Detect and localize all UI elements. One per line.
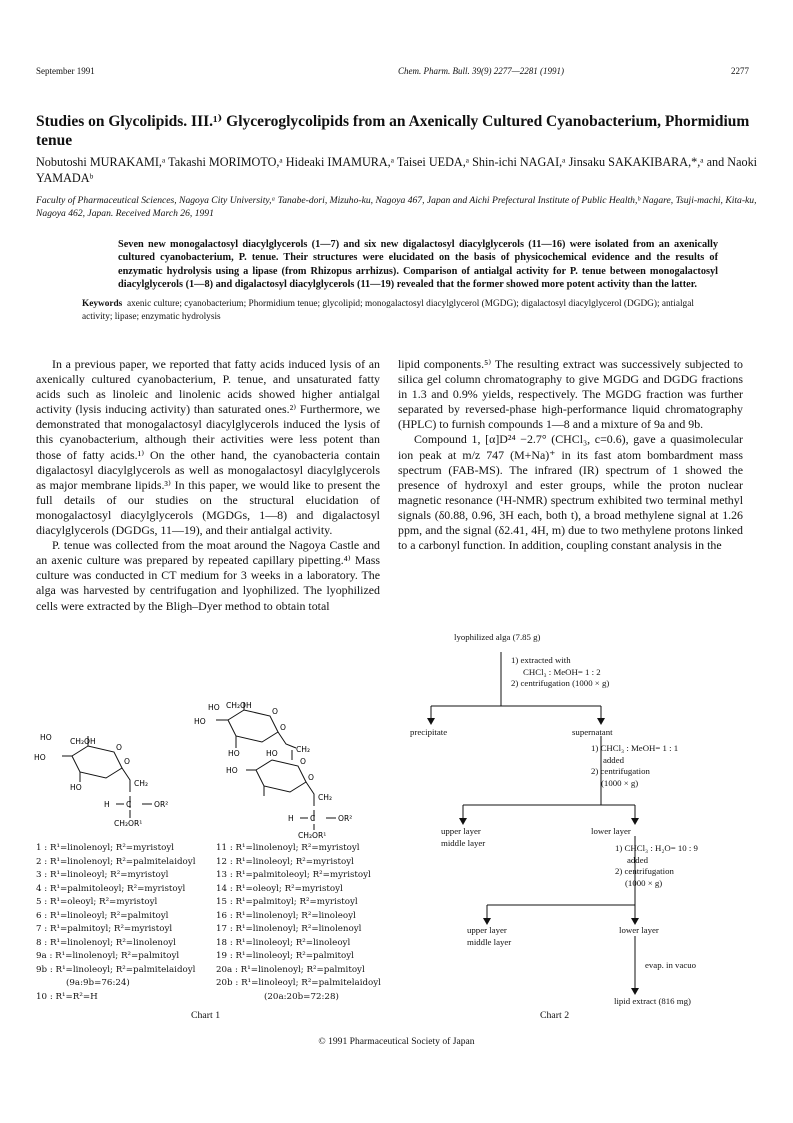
flow-text: 2) centrifugation [615, 866, 674, 876]
right-paragraph-2: Compound 1, [α]D²⁴ −2.7° (CHCl₃, c=0.6), gave a quasimolecular ion peak at m/z 747 (M+Na)⁺ in its fast atom bombardment mass spectrum (FAB-MS). The infrared (IR) spectrum of 1 showed the presence of hydroxyl and ester groups, while the proton nuclear magnetic resonance (¹H-NMR) spectrum exhibited two terminal methyl signals (δ0.88, 0.96, 3H each, both t), a broad methylene signal at 1.26 ppm, and the signal (δ2.41, 4H, m) due to two methylene protons linked to a carbonyl function. In addition, coupling constant analysis in the [398, 432, 743, 553]
list-item: 5 : R¹=oleoyl; R²=myristoyl [36, 897, 158, 907]
list-item: 17 : R¹=linolenoyl; R²=linolenoyl [216, 924, 362, 934]
flow-step2 [591, 743, 678, 789]
list-item: (9a:9b=76:24) [66, 978, 130, 988]
flow-text: middle layer [467, 936, 512, 947]
flow-start: lyophilized alga (7.85 g) [454, 632, 541, 642]
flow-precipitate: precipitate [410, 727, 448, 737]
flow-text: (1000 × g) [601, 777, 639, 788]
mono-label: HO [40, 733, 52, 742]
di-label: CH₂OR¹ [298, 831, 327, 840]
di-label: H [288, 814, 294, 823]
list-item: 3 : R¹=linoleoyl; R²=myristoyl [36, 870, 169, 880]
flow-evap: evap. in vacuo [645, 960, 697, 970]
copyright-footer: © 1991 Pharmaceutical Society of Japan [318, 1036, 475, 1047]
di-label: HO [194, 717, 206, 726]
mono-label: CH₂OR¹ [114, 819, 143, 828]
mono-label: CH₂OH [70, 737, 96, 746]
flow-upper-middle-2 [467, 925, 511, 948]
flow-text: 1) CHCl₃ : H₂O= 10 : 9 [615, 843, 698, 853]
mono-label: O [124, 757, 130, 766]
mgdg-list [36, 842, 195, 1004]
chart1-structures [30, 700, 390, 840]
mono-label: H [104, 800, 110, 809]
affiliation: Faculty of Pharmaceutical Sciences, Nagoya City University,ᵃ Tanabe-dori, Mizuho-ku, Nagoya 467, Japan and Aichi Prefectural Institute of Public Health,ᵇ Nagare, Tsuji-machi, Kita-ku, Nagoya 462, Japan. Received March 26, 1991 [36, 195, 757, 219]
list-item: 2 : R¹=linolenoyl; R²=palmitelaidoyl [36, 856, 196, 867]
flow-lower-1: lower layer [591, 826, 631, 836]
flow-text: added [603, 754, 625, 765]
flow-text: (1000 × g) [625, 877, 663, 888]
di-label: CH₂ [296, 745, 311, 754]
di-label: HO [266, 749, 278, 758]
di-label: O [300, 757, 306, 766]
keywords-label: Keywords [82, 299, 123, 309]
flow-text: added [627, 854, 649, 865]
list-item: 19 : R¹=linoleoyl; R²=palmitoyl [216, 951, 354, 961]
di-label: CH₂ [318, 793, 333, 802]
list-item: 9b : R¹=linoleoyl; R²=palmitelaidoyl [36, 964, 196, 975]
flow-text: 2) centrifugation (1000 × g) [511, 678, 610, 688]
paper-title: Studies on Glycolipids. III.¹⁾ Glyceroglycolipids from an Axenically Cultured Cyanobacterium, Phormidium tenue [36, 113, 750, 149]
mono-label: CH₂ [134, 779, 149, 788]
mono-label: C [126, 800, 132, 809]
list-item: 20a : R¹=linolenoyl; R²=palmitoyl [216, 964, 365, 975]
di-label: C [310, 814, 316, 823]
flow-step1 [511, 655, 609, 690]
list-item: 15 : R¹=palmitoyl; R²=myristoyl [216, 897, 358, 907]
flow-text: CHCl₃ : MeOH= 1 : 2 [523, 666, 601, 677]
left-paragraph-1: In a previous paper, we reported that fatty acids induced lysis of an axenically cultured cyanobacterium, P. tenue, and unsaturated fatty acids such as linoleic and linolenic acids showed higher antialgal activity (lysis inducing activity) than saturated ones.²⁾ Furthermore, we demonstrated that monogalactosyl diacylglycerols induced the lysis of this cyanobacterium, although their activities were less potent than those of fatty acids.¹⁾ On the other hand, the cyanobacteria contain digalactosyl diacylglycerols as well as monogalactosyl diacylglycerols as major membrane lipids.³⁾ In this paper, we would like to present the full details of our studies on the structural elucidation of monogalactosyl diacylglycerols (MGDGs, 1—8) and digalactosyl diacylglycerols (DGDGs, 11—19), and their antialgal activity. [36, 357, 380, 538]
left-column [36, 357, 380, 614]
list-item: 4 : R¹=palmitoleoyl; R²=myristoyl [36, 883, 186, 894]
flow-text: upper layer [467, 925, 507, 935]
list-item: 18 : R¹=linoleoyl; R²=linoleoyl [216, 937, 351, 948]
header-date: September 1991 [36, 66, 95, 76]
author-list: Nobutoshi MURAKAMI,ᵃ Takashi MORIMOTO,ᵃ Hideaki IMAMURA,ᵃ Taisei UEDA,ᵃ Shin-ichi NAGAI,ᵃ Jinsaku SAKAKIBARA,*,ᵃ and Naoki YAMADAᵇ [36, 155, 758, 185]
list-item: 10 : R¹=R²=H [36, 991, 98, 1002]
right-column [398, 357, 743, 553]
flow-text: upper layer [441, 826, 481, 836]
header-page: 2277 [731, 66, 749, 76]
mono-label: O [116, 743, 122, 752]
list-item: 8 : R¹=linolenoyl; R²=linolenoyl [36, 937, 176, 948]
di-label: OR² [338, 814, 353, 823]
flow-lower-2: lower layer [619, 925, 659, 935]
di-label: HO [226, 766, 238, 775]
list-item: 12 : R¹=linoleoyl; R²=myristoyl [216, 856, 354, 867]
list-item: 7 : R¹=palmitoyl; R²=myristoyl [36, 924, 173, 934]
di-label: O [280, 723, 286, 732]
flow-text: middle layer [441, 837, 486, 848]
list-item: 6 : R¹=linoleoyl; R²=palmitoyl [36, 910, 169, 921]
header-journal: Chem. Pharm. Bull. 39(9) 2277—2281 (1991) [398, 66, 564, 76]
abstract: Seven new monogalactosyl diacylglycerols (1—7) and six new digalactosyl diacylglycerols (11—16) were isolated from an axenically cultured cyanobacterium, P. tenue. Their structures were elucidated on the basis of physicochemical evidence and the results of enzymatic hydrolysis using a lipase (from Rhizopus arrhizus). Comparison of antialgal activity for P. tenue between monogalactosyl diacylglycerols (1—8) and digalactosyl diacylglycerols (11—19) revealed that the former showed more potent activity than the latter. [118, 239, 718, 291]
di-label: HO [208, 703, 220, 712]
list-item: 16 : R¹=linolenoyl; R²=linoleoyl [216, 910, 356, 921]
list-item: 13 : R¹=palmitoleoyl; R²=myristoyl [216, 870, 371, 880]
list-item: 9a : R¹=linolenoyl; R²=palmitoyl [36, 951, 180, 961]
chart1-caption: Chart 1 [191, 1010, 221, 1021]
mono-label: OR² [154, 800, 169, 809]
di-label: O [272, 707, 278, 716]
flow-result: lipid extract (816 mg) [614, 996, 691, 1006]
left-paragraph-2: P. tenue was collected from the moat around the Nagoya Castle and an axenic culture was prepared by repeated capillary pipetting.⁴⁾ Mass culture was conducted in CT medium for 3 weeks in a laboratory. The alga was harvested by centrifugation and lyophilized. The lyophilized cells were extracted by the Bligh–Dyer method to obtain total [36, 538, 380, 613]
di-label: CH₂OH [226, 701, 252, 710]
mono-label: HO [34, 753, 46, 762]
flow-supernatant: supernatant [572, 727, 613, 737]
flow-text: 2) centrifugation [591, 766, 650, 776]
right-paragraph-1: lipid components.⁵⁾ The resulting extract was successively subjected to silica gel column chromatography to give MGDG and DGDG fractions in 1.3 and 0.9% yields, respectively. The MGDG fraction was further separated by reversed-phase high-performance liquid chromatography (HPLC) to furnish compounds 1—8 and a mixture of 9a and 9b. [398, 357, 743, 432]
list-item: (20a:20b=72:28) [264, 991, 339, 1002]
list-item: 20b : R¹=linoleoyl; R²=palmitelaidoyl [216, 978, 381, 988]
di-label: HO [228, 749, 240, 758]
list-item: 1 : R¹=linolenoyl; R²=myristoyl [36, 843, 175, 853]
list-item: 11 : R¹=linolenoyl; R²=myristoyl [216, 843, 360, 853]
flow-text: 1) extracted with [511, 655, 571, 665]
mono-label: HO [70, 783, 82, 792]
keywords [82, 298, 718, 323]
flow-step3 [615, 843, 698, 889]
keywords-text: axenic culture; cyanobacterium; Phormidium tenue; glycolipid; monogalactosyl diacylglycerol (MGDG); digalactosyl diacylglycerol (DGDG); antialgal activity; lipase; enzymatic hydrolysis [82, 299, 694, 322]
dgdg-list [216, 842, 381, 1004]
di-label: O [308, 773, 314, 782]
list-item: 14 : R¹=oleoyl; R²=myristoyl [216, 883, 343, 894]
flow-upper-middle-1 [441, 826, 485, 849]
flow-text: 1) CHCl₃ : MeOH= 1 : 1 [591, 743, 679, 753]
chart2-caption: Chart 2 [540, 1010, 570, 1021]
